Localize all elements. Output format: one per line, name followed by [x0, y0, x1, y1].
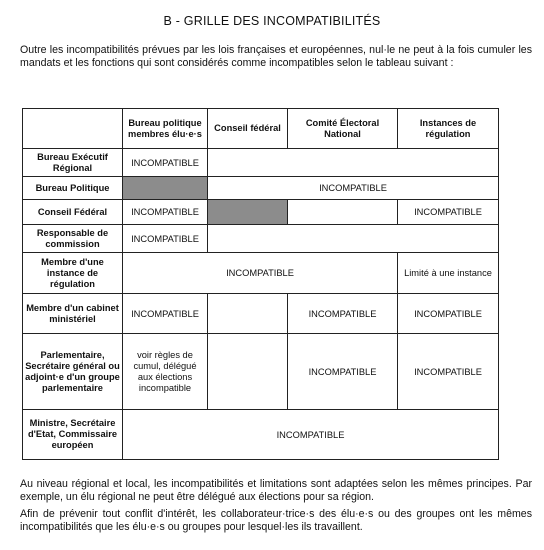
table-row: [23, 149, 499, 177]
table-cell-empty: [208, 149, 499, 177]
shaded-cell: [123, 177, 208, 200]
table-cell-empty: [288, 200, 398, 225]
table-cell: INCOMPATIBLE: [398, 200, 499, 225]
shaded-cell: [208, 200, 288, 225]
table-row: [23, 225, 499, 253]
header-corner: [23, 109, 123, 149]
row-header: Responsable de commission: [23, 225, 123, 253]
table-cell: INCOMPATIBLE: [288, 334, 398, 410]
table-cell: INCOMPATIBLE: [123, 200, 208, 225]
table-cell-empty: [208, 294, 288, 334]
intro-paragraph: Outre les incompatibilités prévues par les lois françaises et européennes, nul·le ne peut à la fois cumuler les mandats et les fonctions qui sont considérés comme incompatibles selon le tableau suivant :: [20, 44, 532, 69]
table-cell: INCOMPATIBLE: [398, 334, 499, 410]
table-row: [23, 294, 499, 334]
table-cell: INCOMPATIBLE: [123, 294, 208, 334]
row-header: Membre d'un cabinet ministériel: [23, 294, 123, 334]
table-row: [23, 334, 499, 410]
regional-note-paragraph: Au niveau régional et local, les incompatibilités et limitations sont adaptées selon les mêmes principes. Par exemple, un élu régional ne peut être délégué aux élections pour sa région.: [20, 478, 532, 503]
column-header: Bureau politique membres élu·e·s: [123, 109, 208, 149]
table-cell: INCOMPATIBLE: [123, 253, 398, 294]
table-row: [23, 410, 499, 460]
row-header: Bureau Exécutif Régional: [23, 149, 123, 177]
table-cell-empty: [208, 225, 499, 253]
table-cell: INCOMPATIBLE: [288, 294, 398, 334]
table-cell: INCOMPATIBLE: [398, 294, 499, 334]
section-title: B - GRILLE DES INCOMPATIBILITÉS: [163, 14, 381, 28]
row-header: Parlementaire, Secrétaire général ou adjoint·e d'un groupe parlementaire: [23, 334, 123, 410]
table-cell: INCOMPATIBLE: [123, 149, 208, 177]
incompatibility-table: [22, 108, 499, 460]
row-header: Membre d'une instance de régulation: [23, 253, 123, 294]
table-row: [23, 200, 499, 225]
row-header: Ministre, Secrétaire d'Etat, Commissaire européen: [23, 410, 123, 460]
table-cell: voir règles de cumul, délégué aux élections incompatible: [123, 334, 208, 410]
table-cell: INCOMPATIBLE: [208, 177, 499, 200]
row-header: Bureau Politique: [23, 177, 123, 200]
table-cell: INCOMPATIBLE: [123, 410, 499, 460]
column-header: Comité Électoral National: [288, 109, 398, 149]
column-header: Instances de régulation: [398, 109, 499, 149]
table-row: [23, 177, 499, 200]
row-header: Conseil Fédéral: [23, 200, 123, 225]
table-cell: Limité à une instance: [398, 253, 499, 294]
table-header-row: [23, 109, 499, 149]
table-cell: INCOMPATIBLE: [123, 225, 208, 253]
table-cell-empty: [208, 334, 288, 410]
table-row: [23, 253, 499, 294]
column-header: Conseil fédéral: [208, 109, 288, 149]
conflict-of-interest-paragraph: Afin de prévenir tout conflit d'intérêt, les collaborateur·trice·s des élu·e·s ou des groupes ont les mêmes incompatibilités que les élu·e·s ou groupes pour lesquel·les ils travaillent.: [20, 508, 532, 533]
